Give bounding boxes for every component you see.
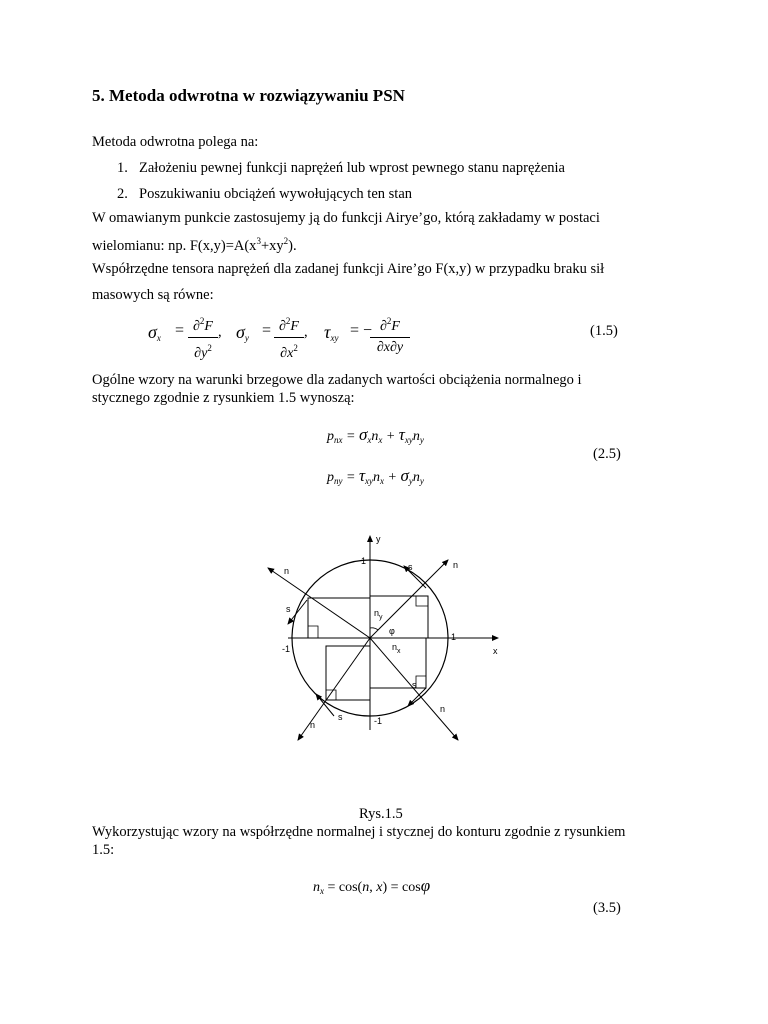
label-nx: $n_x$ [392,642,401,655]
phi-arc [370,628,378,630]
eq1-frac-2: ∂$^2$F $\partial x^2$ [274,312,304,363]
paragraph-1-sup-2: 2 [283,236,289,246]
tick-label-minus-1-left: -1 [282,644,291,654]
section-title: 5. Metoda odwrotna w rozwiązywaniu PSN [92,86,405,105]
element-rect-bottom-right [370,638,426,688]
label-n-top-right: n [453,560,459,570]
eq1-equals-2: = [262,322,272,339]
label-ny: $n_y$ [374,608,383,621]
equation-2-5-number: (2.5) [593,446,621,462]
label-phi: φ [389,626,395,636]
tick-label-1-top: 1 [361,556,367,566]
paragraph-3-line-2: stycznego zgodnie z rysunkiem 1.5 wynoszą: [92,390,355,406]
paragraph-1-text-a: wielomianu: np. F(x,y)=A(x [92,238,257,254]
eq1-frac-3: ∂$^2$F ∂x∂y [370,312,410,357]
paragraph-1-text-c: ). [288,238,297,254]
eq1-equals-1: = [175,322,185,339]
tick-label-minus-1-bottom: -1 [374,716,383,726]
label-n-top-left: n [284,566,290,576]
label-n-bottom-left: n [310,720,316,730]
paragraph-3-line-1: Ogólne wzory na warunki brzegowe dla zadanych wartości obciążenia normalnego i [92,372,582,388]
list-item-2-number: 2. [117,186,128,202]
eq2-line-2: $p_{ny} = \tau_{xy}n_x + \sigma_yn_y$ [327,466,424,486]
paragraph-2-line-1: Współrzędne tensora naprężeń dla zadanej funkcji Aire’go F(x,y) w przypadku braku sił [92,261,605,277]
tangent-arrow-bottom [316,694,334,716]
element-rect-bottom-left [326,646,370,700]
eq1-equals-3: = − [350,322,373,339]
paragraph-4-line-2: 1.5: [92,842,115,858]
paragraph-2-line-2: masowych są równe: [92,287,214,303]
list-item-1-text: Założeniu pewnej funkcji naprężeń lub wprost pewnego stanu naprężenia [139,160,565,176]
paragraph-1-sup-1: 3 [256,236,261,246]
paragraph-1-line-1: W omawianym punkcie zastosujemy ją do funkcji Airye’go, którą zakładamy w postaci [92,210,600,226]
y-axis-label: y [376,534,381,544]
eq1-sigma-x: $\sigma_x$ [148,322,161,343]
tangent-arrow-bottom-right [408,688,426,706]
label-n-bottom-right: n [440,704,446,714]
list-item-1-number: 1. [117,160,128,176]
paragraph-4-line-1: Wykorzystując wzory na współrzędne normalnej i stycznej do konturu zgodnie z rysunkiem [92,824,626,840]
paragraph-1-text-b: +xy [260,238,284,254]
normal-arrow-bottom-left [298,638,370,740]
list-item-2-text: Poszukiwaniu obciążeń wywołujących ten stan [139,186,413,202]
eq1-comma-1: , [218,324,222,340]
label-s-left: s [286,604,291,614]
tick-label-1-right: 1 [451,632,457,642]
eq2-line-1: $p_{nx} = \sigma_xn_x + \tau_{xy}n_y$ [327,425,424,445]
eq1-tau-xy: $\tau_{xy}$ [324,322,339,343]
figure-1-5 [250,530,520,750]
equation-3-5-number: (3.5) [593,900,621,916]
eq1-frac-1: ∂$^2$F $\partial y^2$ [188,312,218,363]
equation-1-5-number: (1.5) [590,323,618,339]
eq1-comma-2: , [304,324,308,340]
x-axis-label: x [493,646,498,656]
tangent-arrow-left [288,600,307,624]
intro-text: Metoda odwrotna polega na: [92,134,259,150]
label-s-bottom-right: s [412,680,417,690]
label-s-bottom: s [338,712,343,722]
label-s-top-right: s [408,562,413,572]
paragraph-1-line-2 [92,236,297,255]
equation-3-5: $n_x = \cos(n$, x) = cosφ [313,876,431,896]
eq1-sigma-y: $\sigma_y$ [236,322,249,343]
figure-caption: Rys.1.5 [359,806,403,822]
